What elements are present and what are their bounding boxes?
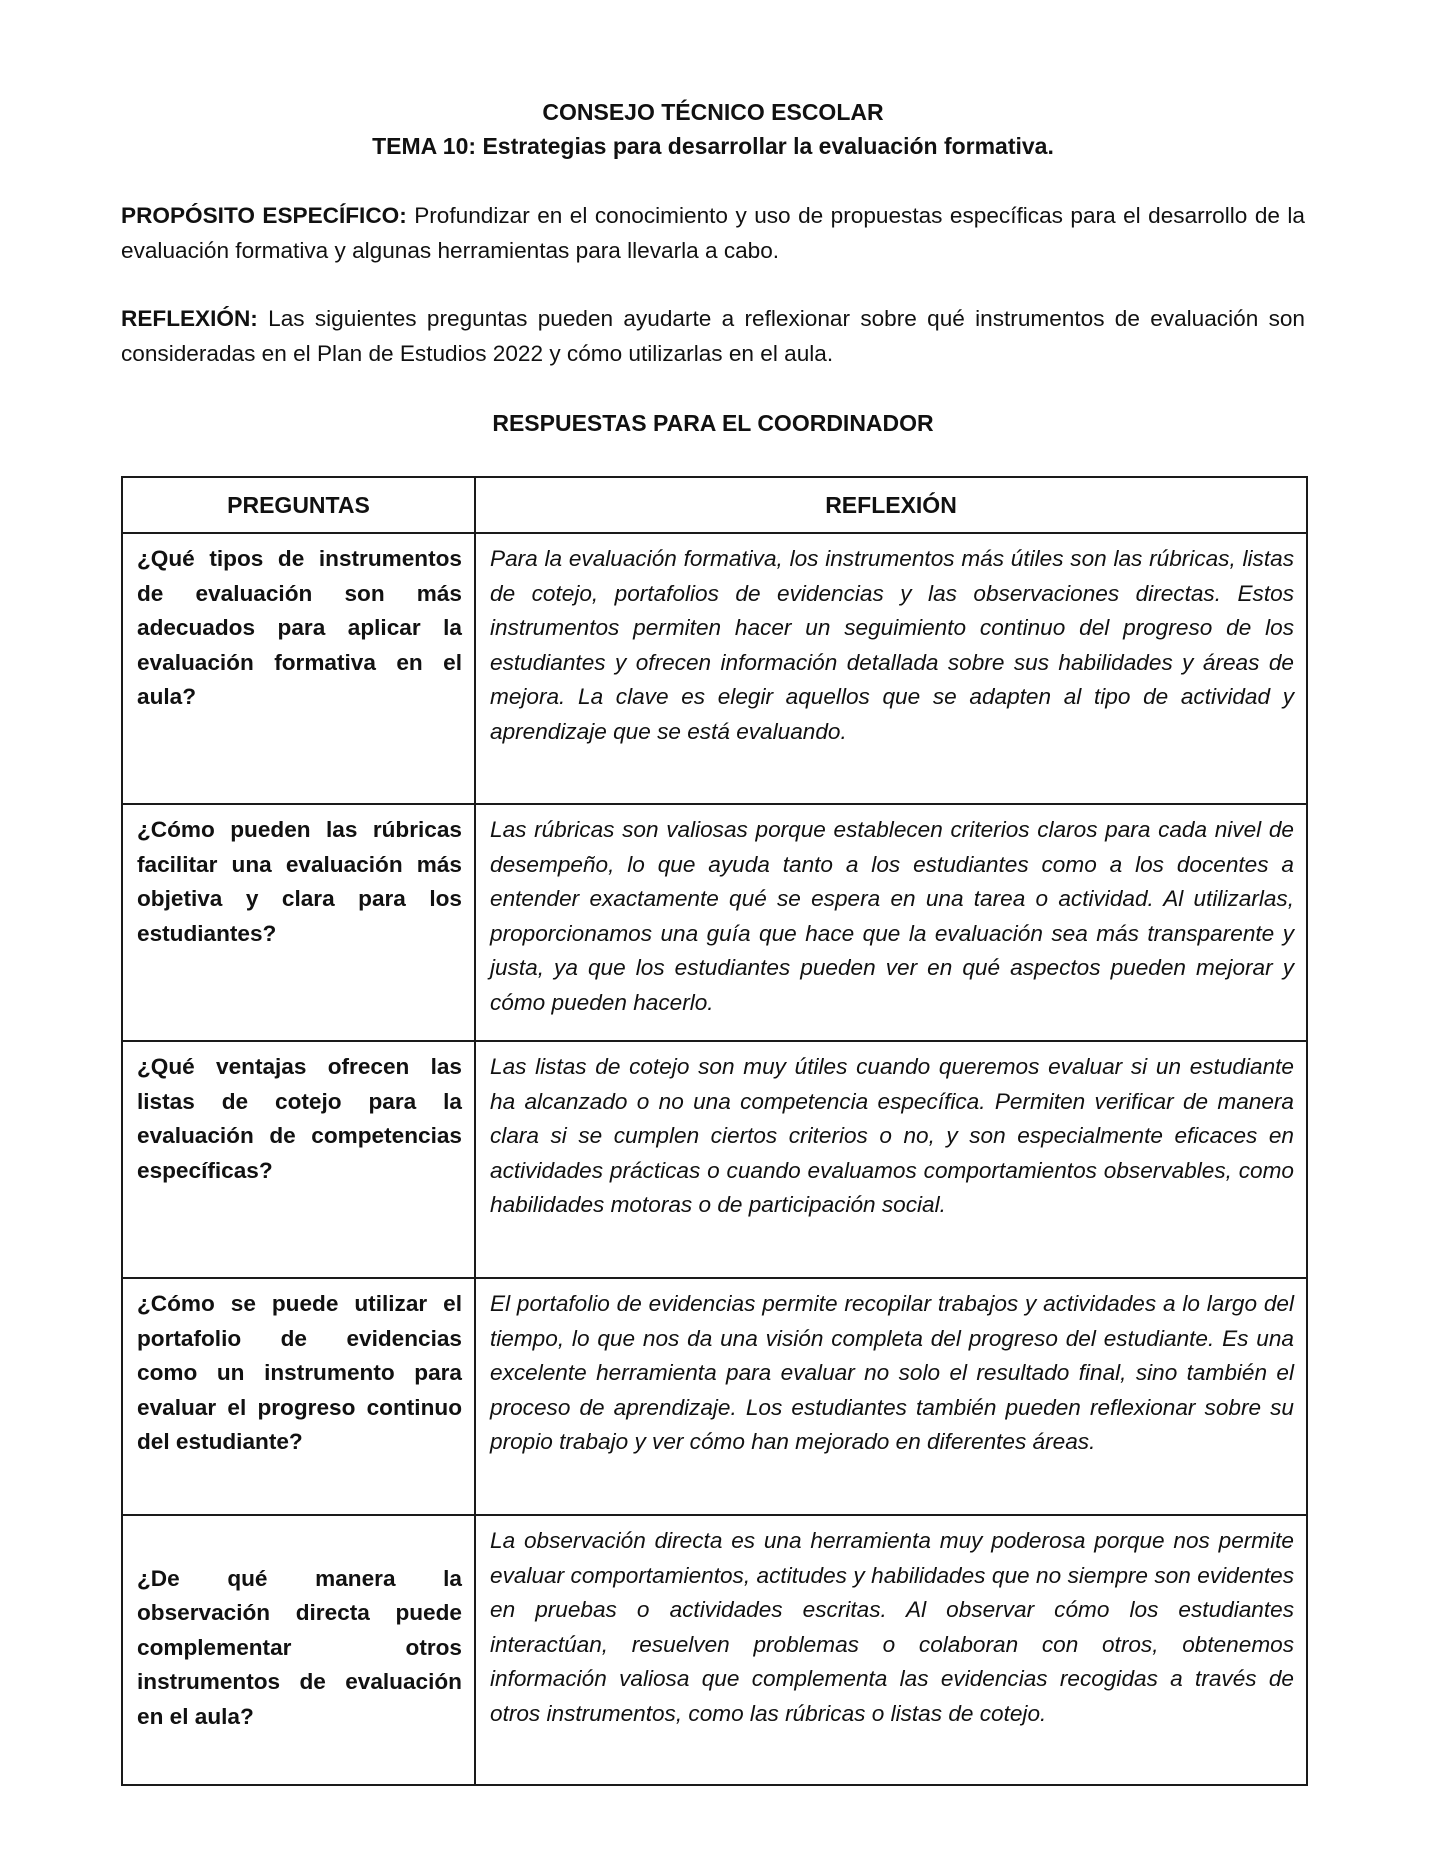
column-header-reflection: REFLEXIÓN [475, 477, 1307, 533]
question-cell: ¿Qué ventajas ofrecen las listas de cotejo para la evaluación de competencias específicas? [122, 1041, 475, 1278]
question-cell: ¿Cómo se puede utilizar el portafolio de evidencias como un instrumento para evaluar el progreso continuo del estudiante? [122, 1278, 475, 1515]
reflection-paragraph [121, 301, 1305, 371]
answer-cell: Las listas de cotejo son muy útiles cuando queremos evaluar si un estudiante ha alcanzado o no una competencia específica. Permiten verificar de manera clara si se cumplen ciertos criterios o no, y son especialmente eficaces en actividades prácticas o cuando evaluamos comportamientos observables, como habilidades motoras o de participación social. [475, 1041, 1307, 1278]
table-row [122, 1041, 1307, 1278]
table-row [122, 1278, 1307, 1515]
purpose-label: PROPÓSITO ESPECÍFICO: [121, 203, 407, 228]
table-row [122, 533, 1307, 804]
reflection-label: REFLEXIÓN: [121, 306, 258, 331]
section-title: RESPUESTAS PARA EL COORDINADOR [492, 410, 934, 436]
purpose-text: Profundizar en el conocimiento y uso de propuestas específicas para el desarrollo de la evaluación formativa y algunas herramientas para llevarla a cabo. [121, 203, 1305, 263]
answer-cell: El portafolio de evidencias permite recopilar trabajos y actividades a lo largo del tiempo, lo que nos da una visión completa del progreso del estudiante. Es una excelente herramienta para evaluar no solo el resultado final, sino también el proceso de aprendizaje. Los estudiantes también pueden reflexionar sobre su propio trabajo y ver cómo han mejorado en diferentes áreas. [475, 1278, 1307, 1515]
table-header-row [122, 477, 1307, 533]
document-subtitle: TEMA 10: Estrategias para desarrollar la evaluación formativa. [372, 133, 1054, 159]
answer-cell: La observación directa es una herramienta muy poderosa porque nos permite evaluar comportamientos, actitudes y habilidades que no siempre son evidentes en pruebas o actividades escritas. Al observar cómo los estudiantes interactúan, resuelven problemas o colaboran con otros, obtenemos información valiosa que complementa las evidencias recogidas a través de otros instrumentos, como las rúbricas o listas de cotejo. [475, 1515, 1307, 1785]
question-cell: ¿Cómo pueden las rúbricas facilitar una evaluación más objetiva y clara para los estudiantes? [122, 804, 475, 1041]
qa-table [121, 476, 1308, 1786]
answer-cell: Las rúbricas son valiosas porque establecen criterios claros para cada nivel de desempeño, lo que ayuda tanto a los estudiantes como a los docentes a entender exactamente qué se espera en una tarea o actividad. Al utilizarlas, proporcionamos una guía que hace que la evaluación sea más transparente y justa, ya que los estudiantes pueden ver en qué aspectos pueden mejorar y cómo pueden hacerlo. [475, 804, 1307, 1041]
table-row [122, 804, 1307, 1041]
question-cell: ¿De qué manera la observación directa puede complementar otros instrumentos de evaluación en el aula? [122, 1515, 475, 1785]
reflection-text: Las siguientes preguntas pueden ayudarte a reflexionar sobre qué instrumentos de evaluación son consideradas en el Plan de Estudios 2022 y cómo utilizarlas en el aula. [121, 306, 1305, 366]
question-cell: ¿Qué tipos de instrumentos de evaluación son más adecuados para aplicar la evaluación formativa en el aula? [122, 533, 475, 804]
column-header-questions: PREGUNTAS [122, 477, 475, 533]
purpose-paragraph [121, 198, 1305, 268]
table-row [122, 1515, 1307, 1785]
document-title: CONSEJO TÉCNICO ESCOLAR [542, 99, 884, 125]
answer-cell: Para la evaluación formativa, los instrumentos más útiles son las rúbricas, listas de cotejo, portafolios de evidencias y las observaciones directas. Estos instrumentos permiten hacer un seguimiento continuo del progreso de los estudiantes y ofrecen información detallada sobre sus habilidades y áreas de mejora. La clave es elegir aquellos que se adapten al tipo de actividad y aprendizaje que se está evaluando. [475, 533, 1307, 804]
